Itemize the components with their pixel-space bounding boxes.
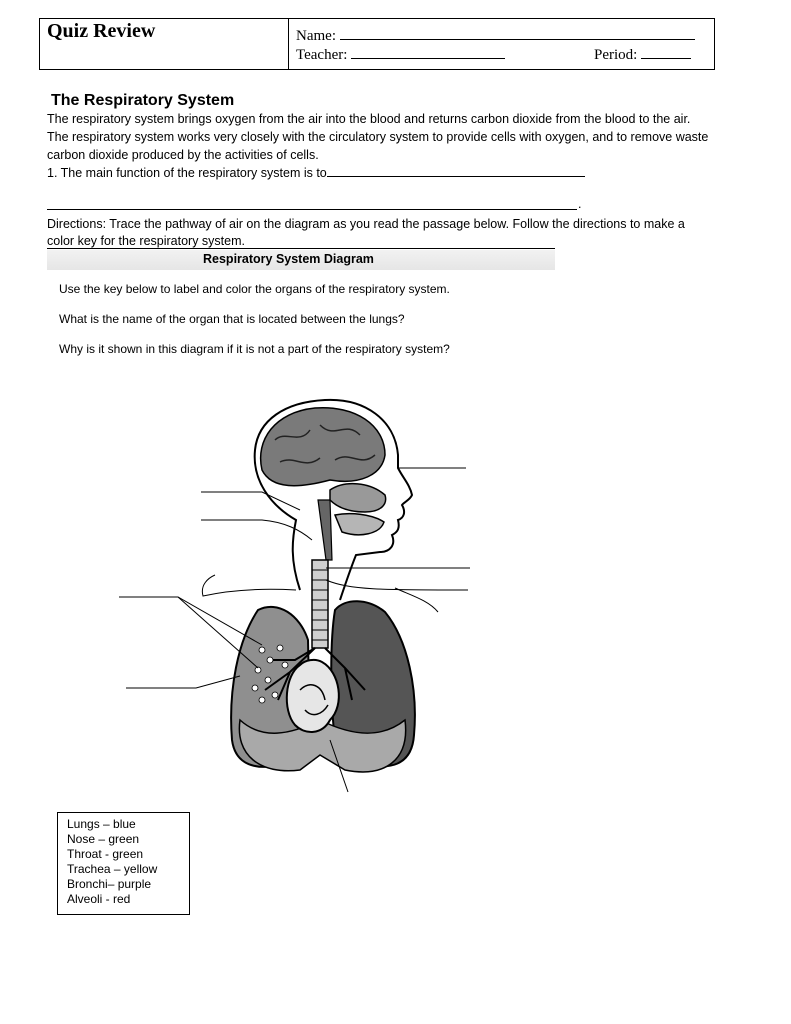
key-bronchi: Bronchi– purple: [67, 877, 152, 891]
diagram-instruction-2: What is the name of the organ that is located between the lungs?: [59, 312, 405, 326]
period-label: Period:: [594, 47, 638, 63]
key-nose: Nose – green: [67, 832, 140, 846]
diagram-title: Respiratory System Diagram: [203, 252, 374, 266]
question-1-text: 1. The main function of the respiratory system is to: [47, 166, 327, 180]
directions-line-2: color key for the respiratory system.: [47, 234, 245, 248]
key-throat: Throat - green: [67, 847, 144, 861]
key-alveoli: Alveoli - red: [67, 892, 131, 906]
teacher-label: Teacher:: [296, 47, 348, 63]
quiz-title: Quiz Review: [47, 20, 156, 42]
intro-line-2: The respiratory system works very closely with the circulatory system to provide cells with oxygen, and to remove waste: [47, 130, 709, 144]
brain: [261, 408, 385, 486]
answer-period: .: [578, 197, 582, 211]
mouth-cavity: [335, 514, 384, 535]
directions-line-1: Directions: Trace the pathway of air on the diagram as you read the passage below. Follow the directions to make a: [47, 217, 685, 231]
key-trachea: Trachea – yellow: [67, 862, 158, 876]
section-title: The Respiratory System: [51, 92, 235, 109]
intro-line-3: carbon dioxide produced by the activities of cells.: [47, 148, 319, 162]
intro-line-1: The respiratory system brings oxygen from the air into the blood and returns carbon dioxide from the blood to the air.: [47, 112, 691, 126]
key-lungs: Lungs – blue: [67, 817, 136, 831]
heart: [287, 660, 339, 732]
diagram-instruction-1: Use the key below to label and color the organs of the respiratory system.: [59, 282, 450, 296]
nasal-cavity: [330, 484, 386, 512]
name-label: Name:: [296, 28, 336, 44]
throat: [318, 500, 332, 560]
trachea: [312, 560, 328, 648]
color-key-box: [57, 812, 190, 915]
diagram-instruction-3: Why is it shown in this diagram if it is not a part of the respiratory system?: [59, 342, 450, 356]
